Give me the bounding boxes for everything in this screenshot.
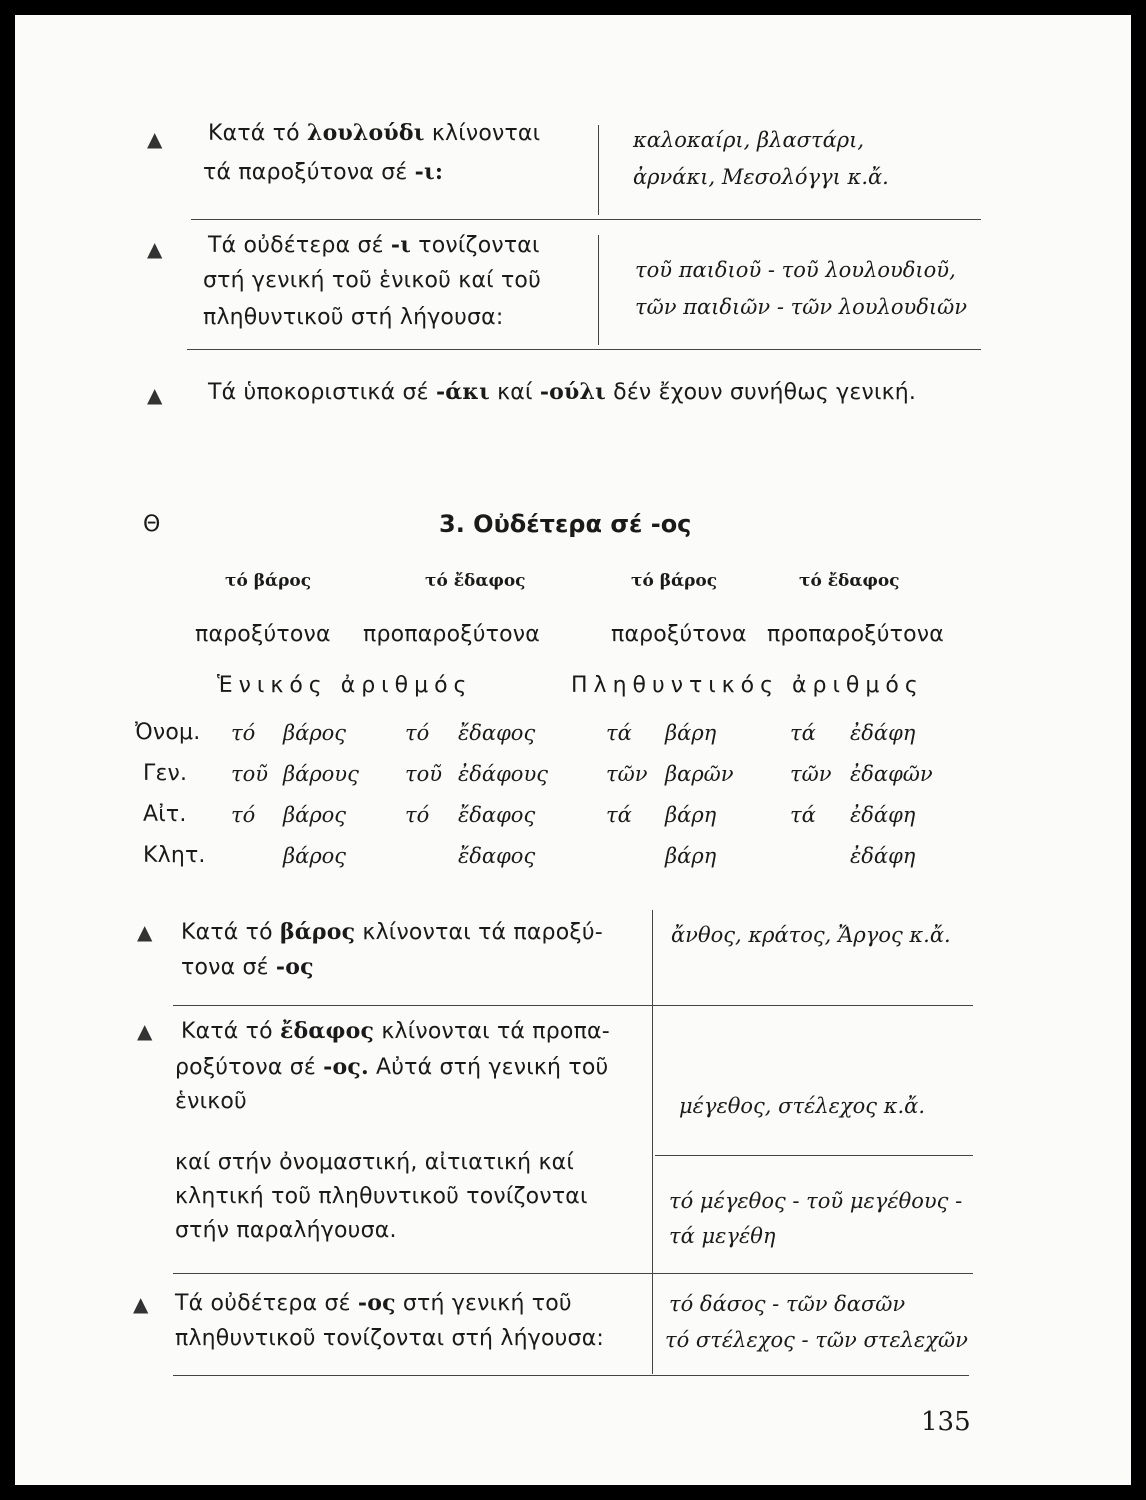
triangle-icon: ▲ [147, 127, 163, 151]
article: τῶν [606, 762, 648, 786]
rule1-divider [598, 125, 599, 215]
singular-label: Ἑνικός ἀριθμός [217, 673, 473, 698]
rule5-text-line4: καί στήν ὀνομαστική, αἰτιατική καί [175, 1150, 574, 1175]
word: ἔδαφος [458, 844, 536, 868]
rule2-text-line1: Τά οὐδέτερα σέ -ι τονίζονται [208, 232, 540, 258]
column-header: τό βάρος [631, 571, 718, 591]
type-label: προπαροξύτονα [767, 622, 944, 647]
case-label: Ὀνομ. [135, 720, 201, 745]
plural-label: Πληθυντικός ἀριθμός [571, 673, 924, 698]
article: τά [606, 803, 632, 827]
word: βάρη [665, 844, 717, 868]
article: τά [606, 721, 632, 745]
rule5-example2-line1: τό μέγεθος - τοῦ μεγέθους - [669, 1189, 963, 1213]
article: τά [790, 721, 816, 745]
rule5-text-line3: ἑνικοῦ [175, 1089, 247, 1114]
triangle-icon: ▲ [147, 383, 163, 407]
case-label: Κλητ. [143, 843, 206, 868]
word: ἐδάφη [850, 721, 916, 745]
word: ἔδαφος [458, 721, 536, 745]
article: τοῦ [405, 762, 443, 786]
type-label: παροξύτονα [611, 622, 747, 647]
rule1-bottom-line [191, 219, 981, 220]
rule5-example1: μέγεθος, στέλεχος κ.ἄ. [679, 1094, 926, 1118]
article: τό [231, 721, 256, 745]
rule2-text-line3: πληθυντικοῦ στή λήγουσα: [203, 305, 504, 330]
word: ἐδαφῶν [850, 762, 933, 786]
page-number: 135 [921, 1407, 971, 1437]
rule1-text-line2: τά παροξύτονα σέ -ι: [203, 159, 444, 185]
rule4-text-line1: Κατά τό βάρος κλίνονται τά παροξύ- [181, 919, 603, 945]
article: τό [231, 803, 256, 827]
word: βάρος [283, 803, 347, 827]
article: τῶν [790, 762, 832, 786]
article: τό [405, 721, 430, 745]
rule5-text-line1: Κατά τό ἔδαφος κλίνονται τά προπα- [181, 1018, 610, 1044]
word: βάρος [283, 721, 347, 745]
triangle-icon: ▲ [137, 1019, 153, 1043]
case-label: Αἰτ. [143, 802, 187, 827]
section-symbol: Θ [143, 512, 161, 537]
rule2-divider [598, 235, 599, 345]
rule4-text-line2: τονα σέ -ος [181, 954, 314, 980]
rule6-bottom-line [173, 1375, 969, 1376]
rule5-inner-line [655, 1155, 973, 1156]
rule2-text-line2: στή γενική τοῦ ἑνικοῦ καί τοῦ [203, 268, 542, 293]
article: τό [405, 803, 430, 827]
rule4-bottom-line [173, 1005, 973, 1006]
rule6-example-line1: τό δάσος - τῶν δασῶν [669, 1292, 906, 1316]
word: ἐδάφους [458, 762, 548, 786]
rule2-example-line2: τῶν παιδιῶν - τῶν λουλουδιῶν [635, 295, 968, 319]
triangle-icon: ▲ [133, 1292, 149, 1316]
rule5-text-line2: ροξύτονα σέ -ος. Αὐτά στή γενική τοῦ [175, 1054, 609, 1080]
rule5-bottom-line [173, 1273, 973, 1274]
word: βάρος [283, 844, 347, 868]
column-header: τό ἔδαφος [799, 571, 900, 591]
column-header: τό ἔδαφος [425, 571, 526, 591]
article: τοῦ [231, 762, 269, 786]
rule3-text: Τά ὑποκοριστικά σέ -άκι καί -ούλι δέν ἔχουν συνήθως γενική. [208, 379, 917, 405]
word: ἐδάφη [850, 844, 916, 868]
rule1-example-line2: ἀρνάκι, Μεσολόγγι κ.ἄ. [633, 165, 889, 189]
column-header: τό βάρος [225, 571, 312, 591]
textbook-page [15, 15, 1131, 1485]
triangle-icon: ▲ [137, 920, 153, 944]
rule5-text-line5: κλητική τοῦ πληθυντικοῦ τονίζονται [175, 1184, 588, 1209]
rule2-example-line1: τοῦ παιδιοῦ - τοῦ λουλουδιοῦ, [635, 258, 956, 282]
word: ἔδαφος [458, 803, 536, 827]
word: βάρη [665, 803, 717, 827]
rule2-bottom-line [187, 349, 981, 350]
section-title: 3. Οὐδέτερα σέ -ος [439, 510, 692, 538]
rule6-text-line1: Τά οὐδέτερα σέ -ος στή γενική τοῦ [175, 1290, 572, 1316]
type-label: προπαροξύτονα [363, 622, 540, 647]
word: ἐδάφη [850, 803, 916, 827]
triangle-icon: ▲ [147, 237, 163, 261]
case-label: Γεν. [143, 761, 188, 786]
rule5-text-line6: στήν παραλήγουσα. [175, 1218, 397, 1243]
type-label: παροξύτονα [195, 622, 331, 647]
rule6-text-line2: πληθυντικοῦ τονίζονται στή λήγουσα: [175, 1326, 605, 1351]
word: βάρη [665, 721, 717, 745]
word: βαρῶν [665, 762, 734, 786]
rule1-example-line1: καλοκαίρι, βλαστάρι, [633, 128, 865, 152]
rule1-text-line1: Κατά τό λουλούδι κλίνονται [208, 120, 541, 146]
rule5-example2-line2: τά μεγέθη [669, 1224, 776, 1248]
lower-table-divider [652, 910, 653, 1374]
word: βάρους [283, 762, 359, 786]
article: τά [790, 803, 816, 827]
rule4-example: ἄνθος, κράτος, Ἄργος κ.ἄ. [671, 923, 951, 947]
rule6-example-line2: τό στέλεχος - τῶν στελεχῶν [665, 1328, 968, 1352]
